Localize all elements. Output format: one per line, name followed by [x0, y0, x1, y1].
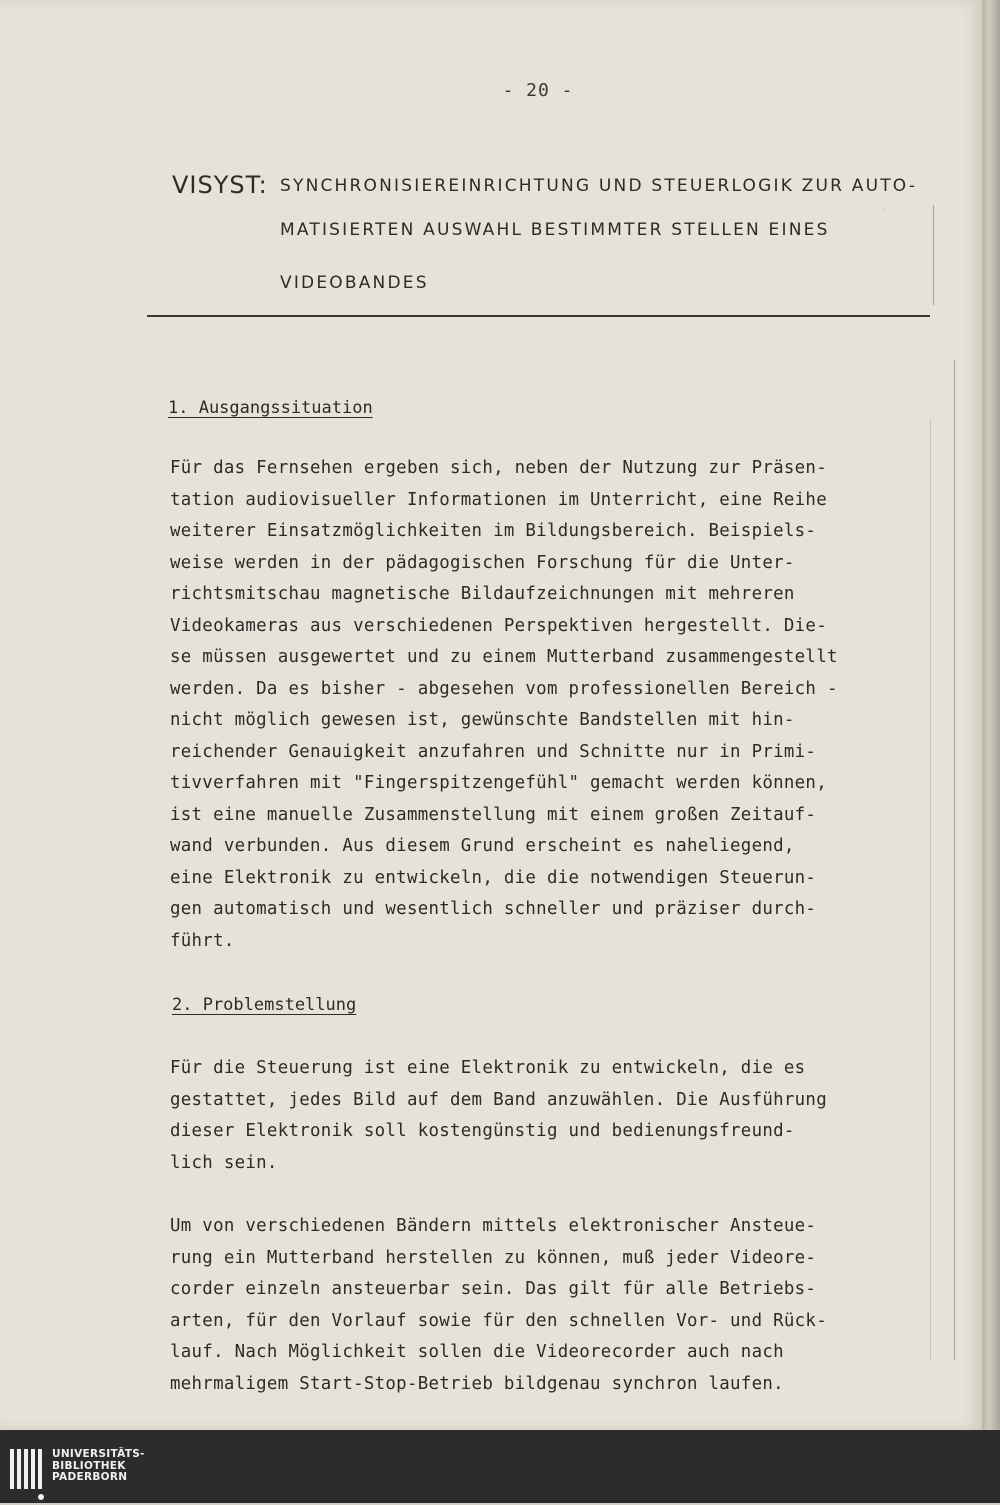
title-label: VISYST:: [172, 171, 268, 199]
page-edge: [982, 0, 1000, 1430]
text-line: arten, für den Vorlauf sowie für den schnellen Vor- und Rück-: [170, 1310, 827, 1331]
title-line: MATISIERTEN AUSWAHL BESTIMMTER STELLEN EINES: [280, 220, 830, 240]
text-line: rung ein Mutterband herstellen zu können, muß jeder Videore-: [170, 1247, 817, 1268]
margin-mark: [933, 205, 934, 305]
margin-mark: [954, 360, 955, 1360]
text-line: Für die Steuerung ist eine Elektronik zu entwickeln, die es: [170, 1058, 806, 1078]
text-line: Für das Fernsehen ergeben sich, neben der Nutzung zur Präsen-: [170, 458, 827, 478]
text-line: lich sein.: [170, 1152, 278, 1173]
text-line: lauf. Nach Möglichkeit sollen die Videorecorder auch nach: [170, 1342, 784, 1362]
text-line: gestattet, jedes Bild auf dem Band anzuwählen. Die Ausführung: [170, 1089, 827, 1110]
section-heading: 2. Problemstellung: [172, 995, 357, 1015]
section-heading: 1. Ausgangssituation: [168, 398, 373, 418]
section2-paragraph-1: [170, 1053, 827, 1179]
title-divider: [147, 315, 930, 317]
logo-line: BIBLIOTHEK: [52, 1459, 126, 1472]
footer-bar: [0, 1430, 1000, 1503]
text-line: ist eine manuelle Zusammenstellung mit einem großen Zeitauf-: [170, 804, 817, 825]
text-line: Videokameras aus verschiedenen Perspektiven hergestellt. Die-: [170, 615, 827, 636]
text-line: richtsmitschau magnetische Bildaufzeichnungen mit mehreren: [170, 584, 795, 604]
text-line: weiterer Einsatzmöglichkeiten im Bildungsbereich. Beispiels-: [170, 521, 817, 541]
text-line: weise werden in der pädagogischen Forschung für die Unter-: [170, 552, 795, 573]
text-line: se müssen ausgewertet und zu einem Mutterband zusammengestellt: [170, 647, 838, 667]
page-number: - 20 -: [502, 80, 574, 101]
library-logo-icon: [8, 1447, 46, 1505]
text-line: werden. Da es bisher - abgesehen vom professionellen Bereich -: [170, 678, 838, 699]
title-line: SYNCHRONISIEREINRICHTUNG UND STEUERLOGIK ZUR AUTO-: [280, 176, 918, 196]
text-line: nicht möglich gewesen ist, gewünschte Bandstellen mit hin-: [170, 710, 795, 730]
logo-line: PADERBORN: [52, 1471, 128, 1483]
section1-paragraph: [170, 453, 838, 957]
text-line: gen automatisch und wesentlich schneller und präziser durch-: [170, 899, 817, 919]
logo-line: UNIVERSITÄTS-: [52, 1448, 145, 1460]
text-line: führt.: [170, 930, 235, 951]
library-logo-text: [52, 1449, 145, 1484]
text-line: wand verbunden. Aus diesem Grund erscheint es naheliegend,: [170, 836, 795, 856]
text-line: Um von verschiedenen Bändern mittels elektronischer Ansteue-: [170, 1216, 817, 1236]
margin-mark: [930, 420, 931, 1360]
text-line: tation audiovisueller Informationen im Unterricht, eine Reihe: [170, 489, 827, 510]
text-line: eine Elektronik zu entwickeln, die die notwendigen Steuerun-: [170, 867, 817, 888]
section2-paragraph-2: [170, 1211, 827, 1400]
text-line: tivverfahren mit "Fingerspitzengefühl" gemacht werden können,: [170, 773, 827, 793]
text-line: corder einzeln ansteuerbar sein. Das gilt für alle Betriebs-: [170, 1279, 817, 1299]
text-line: mehrmaligem Start-Stop-Betrieb bildgenau synchron laufen.: [170, 1373, 784, 1394]
title-line: VIDEOBANDES: [280, 273, 429, 293]
text-line: reichender Genauigkeit anzufahren und Schnitte nur in Primi-: [170, 741, 817, 762]
text-line: dieser Elektronik soll kostengünstig und bedienungsfreund-: [170, 1121, 795, 1141]
